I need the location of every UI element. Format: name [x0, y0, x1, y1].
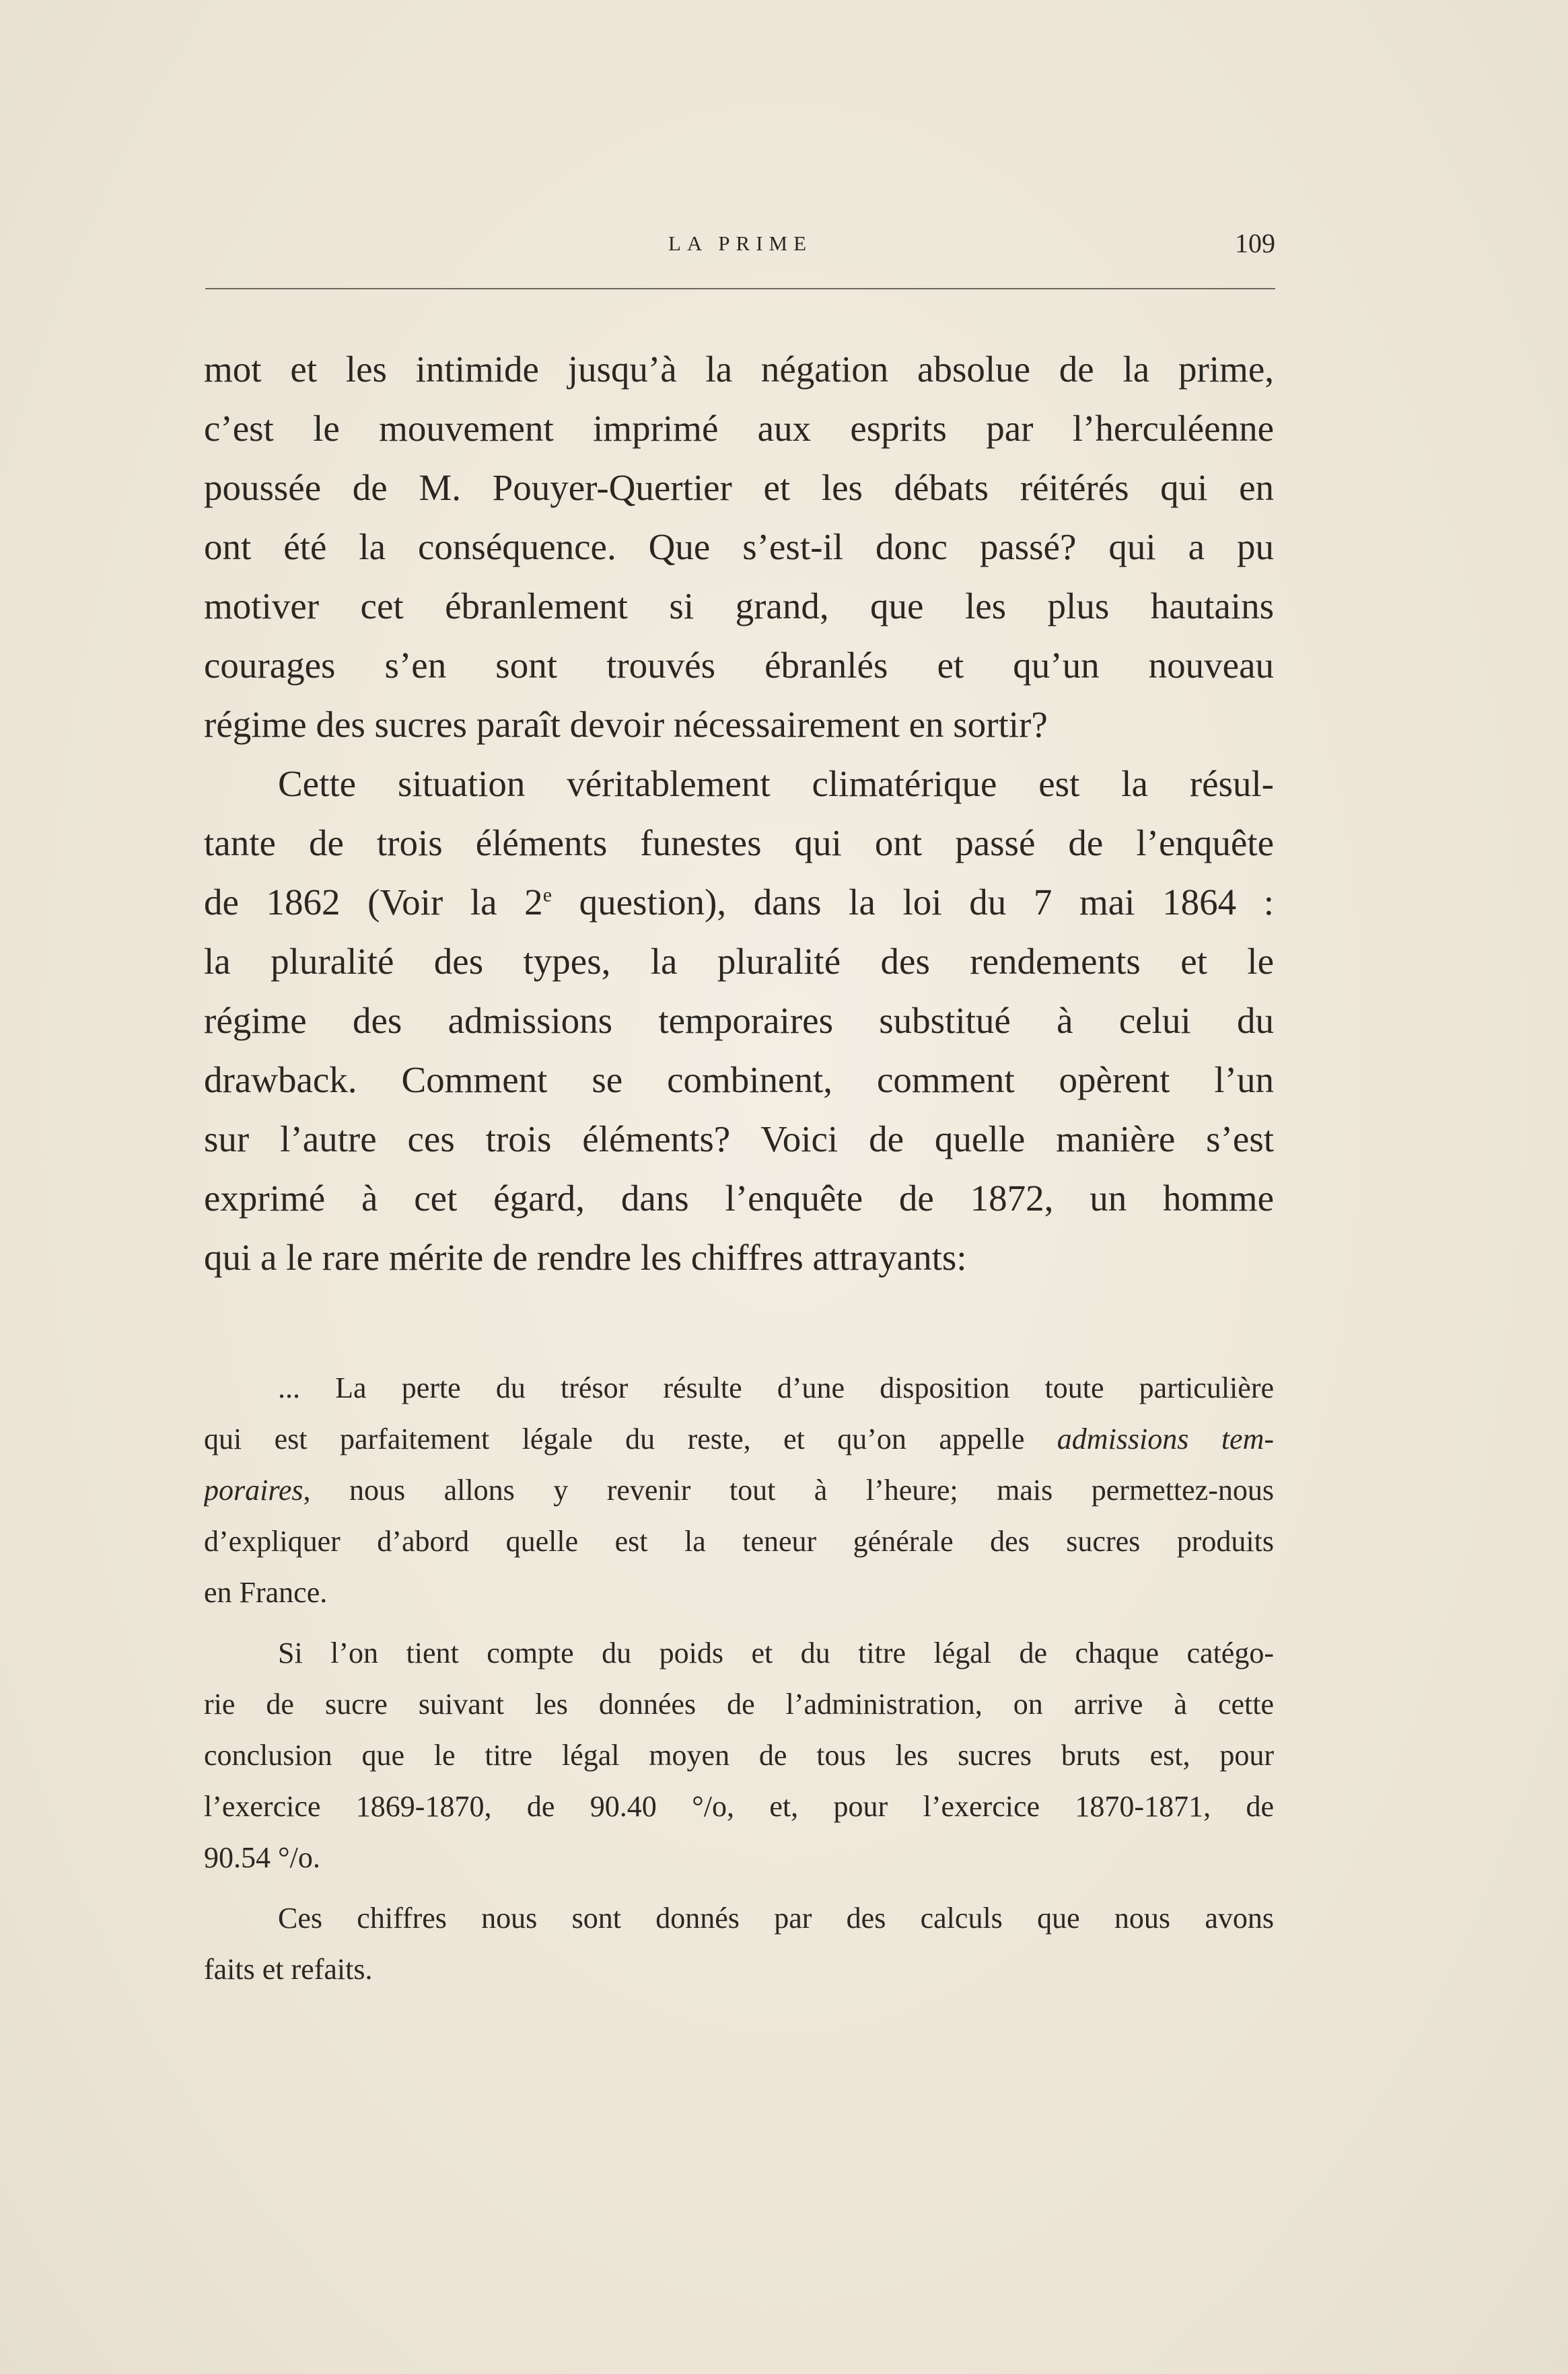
- quote-line: l’exercice 1869-1870, de 90.40 °/o, et, pour l’exercice 1870-1871, de: [204, 1790, 1274, 1823]
- text-line: courages s’en sont trouvés ébranlés et qu’un nouveau: [204, 645, 1274, 686]
- quote-line: Ces chiffres nous sont donnés par des calculs que nous avons: [278, 1902, 1274, 1935]
- text-line: exprimé à cet égard, dans l’enquête de 1872, un homme: [204, 1178, 1274, 1219]
- quote-line: ... La perte du trésor résulte d’une disposition toute particulière: [278, 1371, 1274, 1404]
- text-line: mot et les intimide jusqu’à la négation absolue de la prime,: [204, 349, 1274, 390]
- italic-term: admissions tem-: [1057, 1423, 1274, 1455]
- text-line: régime des sucres paraît devoir nécessairement en sortir?: [204, 704, 1048, 745]
- quote-line: rie de sucre suivant les données de l’administration, on arrive à cette: [204, 1688, 1274, 1721]
- text-line-with-superscript: [204, 873, 1274, 932]
- running-title: LA PRIME: [668, 231, 813, 255]
- quote-line: en France.: [204, 1576, 328, 1609]
- text-line: Cette situation véritablement climatérique est la résul-: [278, 763, 1274, 804]
- paragraph-gap: [204, 1883, 1274, 1893]
- quote-line: d’expliquer d’abord quelle est la teneur générale des sucres produits: [204, 1525, 1274, 1558]
- quote-line-with-italic: [204, 1465, 1274, 1516]
- superscript: e: [542, 884, 553, 906]
- text-segment: , nous allons y revenir tout à l’heure; mais permettez-nous: [303, 1474, 1274, 1507]
- italic-term: poraires: [204, 1474, 304, 1507]
- text-line: régime des admissions temporaires substitué à celui du: [204, 1000, 1274, 1041]
- text-line: tante de trois éléments funestes qui ont passé de l’enquête: [204, 822, 1274, 863]
- main-text: [204, 340, 1274, 1287]
- text-line: sur l’autre ces trois éléments? Voici de quelle manière s’est: [204, 1118, 1274, 1159]
- block-quote: [204, 1363, 1274, 1995]
- quote-line-with-italic: [204, 1414, 1274, 1465]
- text-segment: de 1862 (Voir la 2: [204, 882, 543, 923]
- text-line: drawback. Comment se combinent, comment opèrent l’un: [204, 1059, 1274, 1100]
- running-head: [205, 227, 1275, 268]
- paragraph-gap: [204, 1618, 1274, 1628]
- text-line: poussée de M. Pouyer-Quertier et les débats réitérés qui en: [204, 467, 1274, 508]
- text-line: c’est le mouvement imprimé aux esprits par l’herculéenne: [204, 408, 1274, 449]
- text-line: ont été la conséquence. Que s’est-il donc passé? qui a pu: [204, 526, 1274, 567]
- quote-line: conclusion que le titre légal moyen de tous les sucres bruts est, pour: [204, 1739, 1274, 1772]
- page-number: 109: [1235, 228, 1275, 258]
- quote-line: 90.54 °/o.: [204, 1841, 320, 1874]
- header-rule: [205, 288, 1275, 289]
- quote-line: Si l’on tient compte du poids et du titre légal de chaque catégo-: [278, 1636, 1274, 1669]
- quote-line: faits et refaits.: [204, 1953, 373, 1986]
- text-line: la pluralité des types, la pluralité des rendements et le: [204, 941, 1274, 982]
- text-segment: qui est parfaitement légale du reste, et qu’on appelle: [204, 1423, 1057, 1455]
- text-line: motiver cet ébranlement si grand, que les plus hautains: [204, 585, 1274, 626]
- text-line: qui a le rare mérite de rendre les chiffres attrayants:: [204, 1237, 967, 1278]
- text-segment: question), dans la loi du 7 mai 1864 :: [552, 882, 1274, 923]
